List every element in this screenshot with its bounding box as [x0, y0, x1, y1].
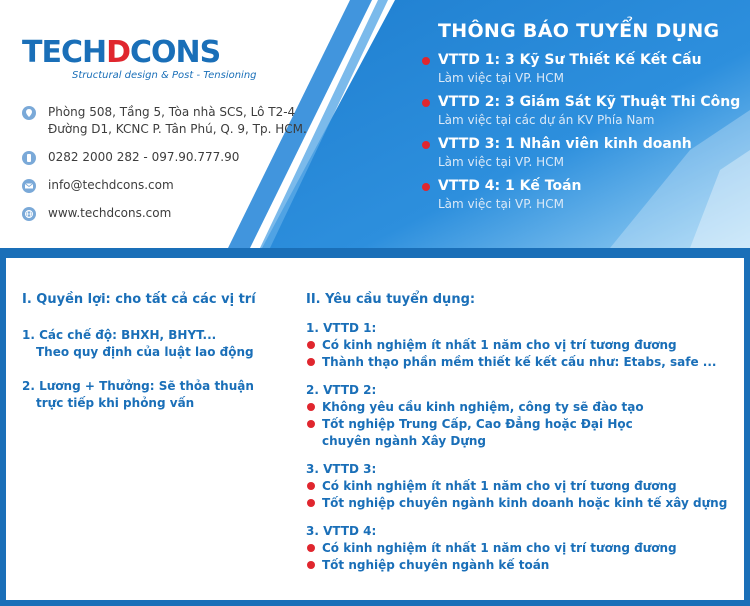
position-location: Làm việc tại VP. HCM — [438, 155, 564, 169]
contact-website — [22, 205, 307, 222]
recruitment-notice — [418, 20, 741, 219]
bullet-dot — [307, 544, 315, 552]
email-link[interactable]: info@techdcons.com — [48, 178, 174, 192]
position-title: VTTD 4: 1 Kế Toán — [438, 178, 582, 194]
bullet-dot — [307, 403, 315, 411]
email-icon — [22, 179, 36, 193]
details-panel — [6, 258, 744, 600]
position-title: VTTD 1: 3 Kỹ Sư Thiết Kế Kết Cấu — [438, 52, 702, 68]
benefits-title: I. Quyền lợi: cho tất cả các vị trí — [22, 292, 256, 307]
position-2 — [418, 93, 741, 129]
phone-icon — [22, 151, 36, 165]
group-heading: 3. VTTD 3: — [306, 462, 377, 476]
group-heading: 1. VTTD 1: — [306, 321, 377, 335]
benefit-item-2-line-1: 2. Lương + Thưởng: Sẽ thỏa thuận — [22, 379, 254, 393]
details-frame — [0, 248, 750, 606]
position-3 — [418, 135, 738, 171]
contact-phone — [22, 149, 307, 166]
requirement-bullet: Tốt nghiệp chuyên ngành kinh doanh hoặc kinh tế xây dựng — [306, 495, 727, 512]
bullet-dot — [307, 341, 315, 349]
website-link[interactable]: www.techdcons.com — [48, 206, 172, 220]
requirement-group-2 — [306, 382, 727, 450]
bullet-dot — [422, 57, 430, 65]
position-title: VTTD 2: 3 Giám Sát Kỹ Thuật Thi Công — [438, 94, 741, 110]
bullet-dot — [307, 482, 315, 490]
benefits-section — [22, 292, 256, 412]
requirement-bullet: Có kinh nghiệm ít nhất 1 năm cho vị trí tương đương — [306, 478, 727, 495]
contact-list — [22, 104, 307, 233]
address-line-2: Đường D1, KCNC P. Tân Phú, Q. 9, Tp. HCM. — [48, 122, 307, 136]
bullet-dot — [422, 141, 430, 149]
requirement-bullet: Tốt nghiệp Trung Cấp, Cao Đẳng hoặc Đại Học — [306, 416, 727, 433]
position-title: VTTD 3: 1 Nhân viên kinh doanh — [438, 136, 692, 152]
position-location: Làm việc tại VP. HCM — [438, 71, 564, 85]
notice-title: THÔNG BÁO TUYỂN DỤNG — [438, 20, 720, 42]
company-logo — [22, 35, 257, 81]
contact-email — [22, 177, 307, 194]
group-heading: 3. VTTD 4: — [306, 524, 377, 538]
logo-tagline: Structural design & Post - Tensioning — [72, 70, 257, 81]
requirement-continuation: chuyên ngành Xây Dựng — [322, 434, 486, 448]
position-location: Làm việc tại các dự án KV Phía Nam — [438, 113, 655, 127]
requirement-bullet: Tốt nghiệp chuyên ngành kế toán — [306, 557, 727, 574]
requirement-bullet: Có kinh nghiệm ít nhất 1 năm cho vị trí tương đương — [306, 337, 727, 354]
bullet-dot — [307, 420, 315, 428]
address-line-1: Phòng 508, Tầng 5, Tòa nhà SCS, Lô T2-4 — [48, 105, 296, 119]
position-location: Làm việc tại VP. HCM — [438, 197, 564, 211]
requirement-bullet: Không yêu cầu kinh nghiệm, công ty sẽ đào tạo — [306, 399, 727, 416]
bullet-dot — [307, 358, 315, 366]
contact-address — [22, 104, 307, 138]
benefit-item-2-line-2: trực tiếp khi phỏng vấn — [36, 396, 195, 410]
bullet-dot — [307, 499, 315, 507]
logo-wordmark: TECHDCONS — [22, 35, 221, 70]
bullet-dot — [422, 99, 430, 107]
requirement-group-4 — [306, 523, 727, 574]
requirement-group-1 — [306, 320, 727, 371]
benefit-item-1-line-2: Theo quy định của luật lao động — [36, 345, 254, 359]
benefit-item-1-line-1: 1. Các chế độ: BHXH, BHYT... — [22, 328, 217, 342]
bullet-dot — [422, 183, 430, 191]
location-icon — [22, 106, 36, 120]
phone-text[interactable]: 0282 2000 282 - 097.90.777.90 — [48, 150, 240, 164]
requirement-group-3 — [306, 461, 727, 512]
position-1 — [418, 51, 738, 87]
requirement-bullet: Có kinh nghiệm ít nhất 1 năm cho vị trí tương đương — [306, 540, 727, 557]
group-heading: 2. VTTD 2: — [306, 383, 377, 397]
requirements-title: II. Yêu cầu tuyển dụng: — [306, 292, 476, 307]
bullet-dot — [307, 561, 315, 569]
globe-icon — [22, 207, 36, 221]
position-4 — [418, 177, 738, 213]
header-banner — [0, 0, 750, 248]
requirement-bullet: Thành thạo phần mềm thiết kế kết cấu như: Etabs, safe ... — [306, 354, 727, 371]
requirements-section — [306, 292, 727, 574]
